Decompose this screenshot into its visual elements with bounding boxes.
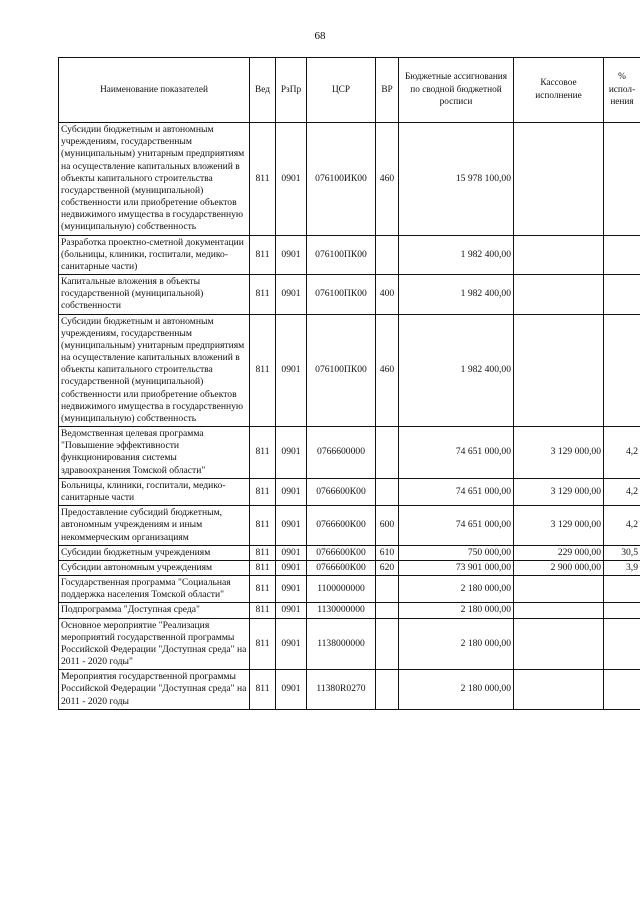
row-rzpr: 0901	[276, 235, 307, 275]
row-vr: 610	[376, 545, 399, 560]
row-name: Государственная программа "Социальная поддержка населения Томской области"	[59, 576, 250, 603]
row-assignment: 74 651 000,00	[399, 427, 514, 479]
row-csr: 1138000000	[307, 618, 376, 670]
row-percent: 4,2	[604, 506, 640, 546]
row-percent	[604, 235, 640, 275]
row-percent	[604, 275, 640, 315]
row-name: Субсидии бюджетным и автономным учреждениям, государственным (муниципальным) унитарным предприятиям на осуществление капитальных вложений в объекты капитального строительства государственной (муниципальной) собственности или приобретение объектов недвижимого имущества в государственную (муниципальную) собственность	[59, 123, 250, 236]
row-vr	[376, 235, 399, 275]
row-vr: 600	[376, 506, 399, 546]
row-csr: 0766600К00	[307, 478, 376, 505]
row-name: Больницы, клиники, госпитали, медико-санитарные части	[59, 478, 250, 505]
row-assignment: 2 180 000,00	[399, 603, 514, 618]
row-assignment: 1 982 400,00	[399, 235, 514, 275]
row-name: Субсидии бюджетным учреждениям	[59, 545, 250, 560]
row-vr: 460	[376, 314, 399, 427]
table-row	[59, 560, 640, 575]
row-csr: 0766600К00	[307, 545, 376, 560]
row-percent	[604, 576, 640, 603]
row-execution	[514, 123, 604, 236]
row-vr	[376, 427, 399, 479]
row-vr	[376, 603, 399, 618]
page-number: 68	[314, 30, 326, 42]
row-csr: 0766600К00	[307, 560, 376, 575]
row-csr: 076100ПК00	[307, 275, 376, 315]
row-rzpr: 0901	[276, 576, 307, 603]
table-row	[59, 275, 640, 315]
row-assignment: 2 180 000,00	[399, 576, 514, 603]
row-rzpr: 0901	[276, 603, 307, 618]
table-row	[59, 576, 640, 603]
row-ved: 811	[250, 314, 276, 427]
row-vr	[376, 576, 399, 603]
row-assignment: 1 982 400,00	[399, 314, 514, 427]
row-execution	[514, 603, 604, 618]
row-ved: 811	[250, 235, 276, 275]
row-execution: 2 900 000,00	[514, 560, 604, 575]
header-rzpr: РзПр	[276, 58, 307, 123]
header-csr: ЦСР	[307, 58, 376, 123]
budget-table	[58, 57, 640, 710]
row-execution: 3 129 000,00	[514, 478, 604, 505]
row-percent	[604, 670, 640, 710]
table-row	[59, 235, 640, 275]
row-ved: 811	[250, 123, 276, 236]
row-name: Капитальные вложения в объекты государственной (муниципальной) собственности	[59, 275, 250, 315]
row-percent	[604, 603, 640, 618]
header-name: Наименование показателей	[59, 58, 250, 123]
row-execution	[514, 670, 604, 710]
table-row	[59, 603, 640, 618]
row-percent: 30,5	[604, 545, 640, 560]
table-row	[59, 670, 640, 710]
row-vr	[376, 670, 399, 710]
row-vr: 400	[376, 275, 399, 315]
row-ved: 811	[250, 603, 276, 618]
row-vr: 620	[376, 560, 399, 575]
row-csr: 11380R0270	[307, 670, 376, 710]
row-csr: 076100ПК00	[307, 314, 376, 427]
row-execution	[514, 235, 604, 275]
header-assignments: Бюджетные ассигнования по сводной бюджетной росписи	[399, 58, 514, 123]
row-ved: 811	[250, 560, 276, 575]
header-percent: % испол-нения	[604, 58, 640, 123]
row-assignment: 74 651 000,00	[399, 506, 514, 546]
row-execution	[514, 576, 604, 603]
row-csr: 1100000000	[307, 576, 376, 603]
row-rzpr: 0901	[276, 123, 307, 236]
row-rzpr: 0901	[276, 560, 307, 575]
row-ved: 811	[250, 618, 276, 670]
row-rzpr: 0901	[276, 545, 307, 560]
row-assignment: 2 180 000,00	[399, 618, 514, 670]
row-assignment: 1 982 400,00	[399, 275, 514, 315]
row-execution: 3 129 000,00	[514, 506, 604, 546]
table-row	[59, 478, 640, 505]
row-csr: 076100ПК00	[307, 235, 376, 275]
row-percent: 4,2	[604, 478, 640, 505]
row-csr: 1130000000	[307, 603, 376, 618]
header-ved: Вед	[250, 58, 276, 123]
row-name: Субсидии автономным учреждениям	[59, 560, 250, 575]
header-cash-execution: Кассовое исполнение	[514, 58, 604, 123]
row-assignment: 73 901 000,00	[399, 560, 514, 575]
row-name: Предоставление субсидий бюджетным, автономным учреждениям и иным некоммерческим организациям	[59, 506, 250, 546]
row-percent	[604, 314, 640, 427]
table-header-row	[59, 58, 640, 123]
row-ved: 811	[250, 478, 276, 505]
row-assignment: 74 651 000,00	[399, 478, 514, 505]
row-execution	[514, 314, 604, 427]
row-rzpr: 0901	[276, 478, 307, 505]
row-ved: 811	[250, 275, 276, 315]
row-name: Разработка проектно-сметной документации (больницы, клиники, госпитали, медико-санитарные части)	[59, 235, 250, 275]
row-vr	[376, 618, 399, 670]
row-assignment: 750 000,00	[399, 545, 514, 560]
row-percent: 3,9	[604, 560, 640, 575]
row-percent	[604, 618, 640, 670]
row-percent: 4,2	[604, 427, 640, 479]
row-vr: 460	[376, 123, 399, 236]
table-row	[59, 545, 640, 560]
row-name: Мероприятия государственной программы Российской Федерации "Доступная среда" на 2011 - 2020 годы	[59, 670, 250, 710]
row-assignment: 15 978 100,00	[399, 123, 514, 236]
row-rzpr: 0901	[276, 618, 307, 670]
row-name: Основное мероприятие "Реализация мероприятий государственной программы Российской Федерации "Доступная среда" на 2011 - 2020 годы"	[59, 618, 250, 670]
row-csr: 0766600К00	[307, 506, 376, 546]
row-ved: 811	[250, 576, 276, 603]
row-rzpr: 0901	[276, 275, 307, 315]
row-assignment: 2 180 000,00	[399, 670, 514, 710]
row-name: Ведомственная целевая программа "Повышение эффективности функционирования системы здравоохранения Томской области"	[59, 427, 250, 479]
row-csr: 076100ИК00	[307, 123, 376, 236]
table-row	[59, 123, 640, 236]
row-ved: 811	[250, 427, 276, 479]
row-name: Подпрограмма "Доступная среда"	[59, 603, 250, 618]
table-row	[59, 314, 640, 427]
row-name: Субсидии бюджетным и автономным учреждениям, государственным (муниципальным) унитарным предприятиям на осуществление капитальных вложений в объекты капитального строительства государственной (муниципальной) собственности или приобретение объектов недвижимого имущества в государственную (муниципальную) собственность	[59, 314, 250, 427]
table-row	[59, 506, 640, 546]
row-csr: 0766600000	[307, 427, 376, 479]
row-execution	[514, 275, 604, 315]
row-vr	[376, 478, 399, 505]
row-execution: 229 000,00	[514, 545, 604, 560]
row-ved: 811	[250, 545, 276, 560]
row-rzpr: 0901	[276, 670, 307, 710]
table-row	[59, 618, 640, 670]
row-rzpr: 0901	[276, 427, 307, 479]
row-rzpr: 0901	[276, 506, 307, 546]
row-execution: 3 129 000,00	[514, 427, 604, 479]
row-percent	[604, 123, 640, 236]
header-vr: ВР	[376, 58, 399, 123]
row-ved: 811	[250, 506, 276, 546]
table-row	[59, 427, 640, 479]
row-rzpr: 0901	[276, 314, 307, 427]
row-ved: 811	[250, 670, 276, 710]
row-execution	[514, 618, 604, 670]
